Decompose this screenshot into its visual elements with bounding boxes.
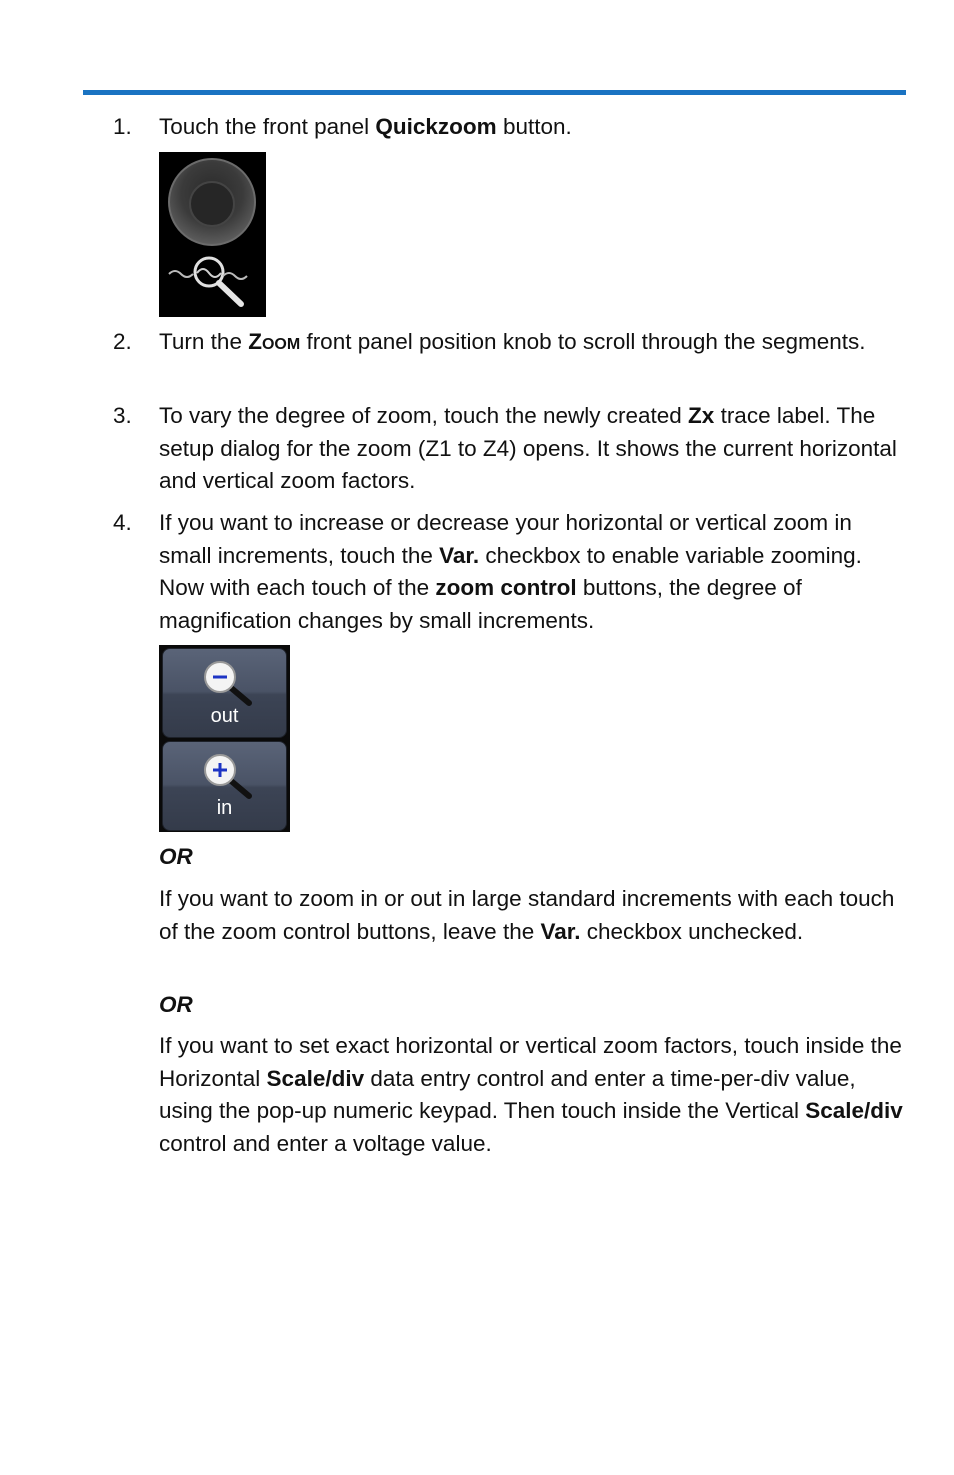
or-label: OR xyxy=(159,844,193,869)
zx-term: Zx xyxy=(688,403,715,428)
quickzoom-term: Quickzoom xyxy=(375,114,497,139)
step-text: To vary the degree of zoom, touch the newly created Zx trace label. The setup dialog for the zoom (Z1 to Z4) opens. It shows the current horizontal and vertical zoom factors. xyxy=(159,403,897,493)
zoom-in-label: in xyxy=(216,797,233,819)
step-number: 3. xyxy=(113,403,132,428)
zoom-out-button xyxy=(162,648,287,738)
zoom-in-magnifier-icon xyxy=(199,750,255,800)
zoom-in-button xyxy=(162,741,287,831)
zoom-control-term: zoom control xyxy=(435,575,577,600)
step-text: Turn the Zoom front panel position knob to scroll through the segments. xyxy=(159,329,866,354)
step-number: 4. xyxy=(113,510,132,535)
alternative-paragraph-2: If you want to set exact horizontal or vertical zoom factors, touch inside the Horizontal Scale/div data entry control and enter a time-per-div value, using the pop-up numeric keypad. Then touch inside the Vertical Scale/div control and enter a voltage value. xyxy=(159,1033,903,1156)
header-rule xyxy=(83,90,906,95)
step-number: 2. xyxy=(113,329,132,354)
scale-div-term: Scale/div xyxy=(805,1098,903,1123)
or-label: OR xyxy=(159,992,193,1017)
step-number: 1. xyxy=(113,114,132,139)
var-term: Var. xyxy=(540,918,581,944)
zoom-out-label: out xyxy=(210,705,239,727)
scale-div-term: Scale/div xyxy=(266,1065,365,1091)
quickzoom-button-image xyxy=(159,152,266,317)
var-term: Var. xyxy=(439,542,480,568)
zoom-term: Zoom xyxy=(248,329,301,354)
zoom-out-magnifier-icon xyxy=(199,657,255,707)
step-text: Touch the front panel Quickzoom button. xyxy=(159,114,572,139)
zoom-buttons-image xyxy=(159,645,290,832)
alternative-paragraph-1: If you want to zoom in or out in large standard increments with each touch of the zoom control buttons, leave the Var. checkbox unchecked. xyxy=(159,886,895,944)
step-text: If you want to increase or decrease your horizontal or vertical zoom in small increments, touch the Var. checkbox to enable variable zooming. Now with each touch of the zoom control buttons, the degree of magnification changes by small increments. xyxy=(159,510,862,633)
